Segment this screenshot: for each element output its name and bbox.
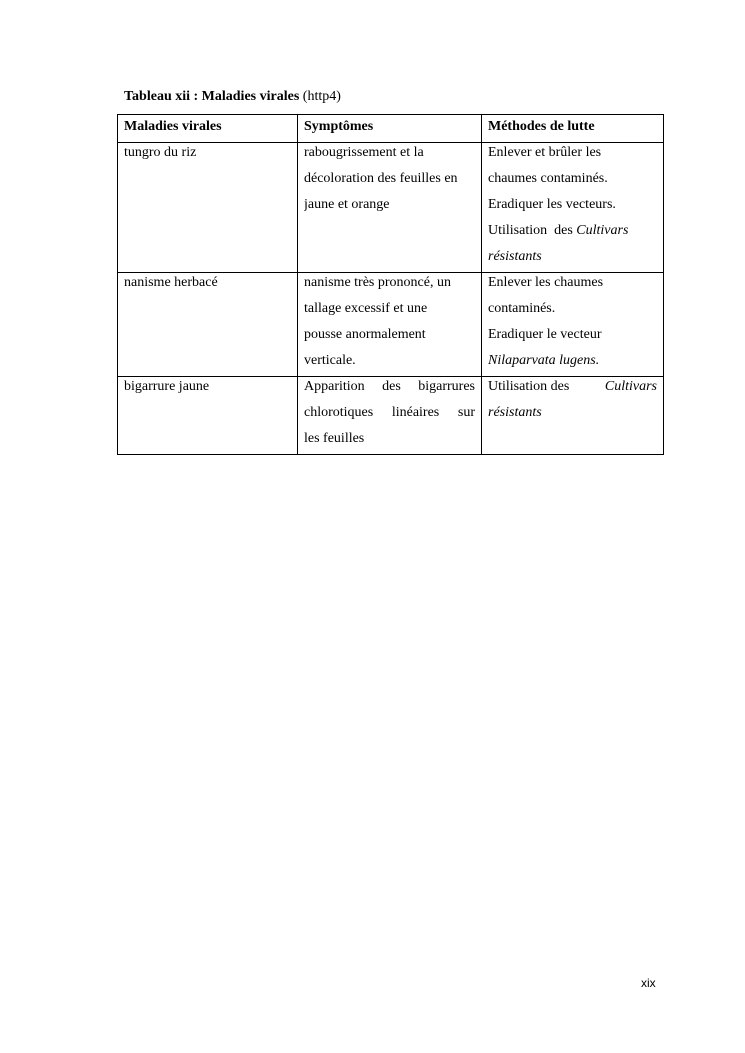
symptom-line: tallage excessif et une xyxy=(304,301,428,316)
symptom-line: Apparition des bigarrures xyxy=(304,379,475,394)
method-text: Utilisation des xyxy=(488,379,570,394)
method-italic-text: résistants xyxy=(488,249,542,264)
method-italic-text: Nilaparvata lugens. xyxy=(488,353,600,368)
header-methods: Méthodes de lutte xyxy=(482,115,664,143)
disease-cell xyxy=(118,143,298,273)
disease-name: nanisme herbacé xyxy=(124,275,218,290)
method-line: Eradiquer les vecteurs. xyxy=(488,197,616,212)
method-line xyxy=(488,374,657,400)
table-row xyxy=(118,273,664,377)
symptom-line: jaune et orange xyxy=(304,197,390,212)
disease-cell xyxy=(118,377,298,455)
method-line: Enlever et brûler les xyxy=(488,145,602,160)
table-header-row xyxy=(118,115,664,143)
caption-source: (http4) xyxy=(302,89,341,104)
symptom-line: pousse anormalement xyxy=(304,327,426,342)
caption-label: Tableau xii : Maladies virales xyxy=(124,89,300,104)
symptoms-cell xyxy=(298,273,482,377)
symptom-line: rabougrissement et la xyxy=(304,145,424,160)
method-italic-text: Cultivars xyxy=(604,379,657,394)
method-line: contaminés. xyxy=(488,301,556,316)
method-line: Enlever les chaumes xyxy=(488,275,604,290)
method-line: Eradiquer le vecteur xyxy=(488,327,602,342)
symptom-line: chlorotiques linéaires sur xyxy=(304,405,475,420)
viral-diseases-table xyxy=(117,114,664,455)
method-italic-text: résistants xyxy=(488,405,542,420)
symptoms-cell xyxy=(298,143,482,273)
methods-cell xyxy=(482,377,664,455)
disease-cell xyxy=(118,273,298,377)
table-row xyxy=(118,143,664,273)
symptom-line: nanisme très prononcé, un xyxy=(304,275,451,290)
methods-cell xyxy=(482,143,664,273)
symptom-line: les feuilles xyxy=(304,431,365,446)
symptom-line: décoloration des feuilles en xyxy=(304,171,458,186)
method-line xyxy=(488,218,657,244)
page-number: xix xyxy=(641,976,656,990)
header-diseases: Maladies virales xyxy=(118,115,298,143)
method-text: Utilisation des xyxy=(488,223,577,238)
method-line xyxy=(488,400,657,426)
header-symptoms: Symptômes xyxy=(298,115,482,143)
method-line xyxy=(488,348,657,374)
method-line: chaumes contaminés. xyxy=(488,171,608,186)
symptom-line: verticale. xyxy=(304,353,356,368)
table-caption xyxy=(124,88,341,106)
table-row xyxy=(118,377,664,455)
disease-name: tungro du riz xyxy=(124,145,197,160)
method-italic-text: Cultivars xyxy=(576,223,629,238)
methods-cell xyxy=(482,273,664,377)
symptoms-cell xyxy=(298,377,482,455)
disease-name: bigarrure jaune xyxy=(124,379,210,394)
method-line xyxy=(488,244,657,270)
